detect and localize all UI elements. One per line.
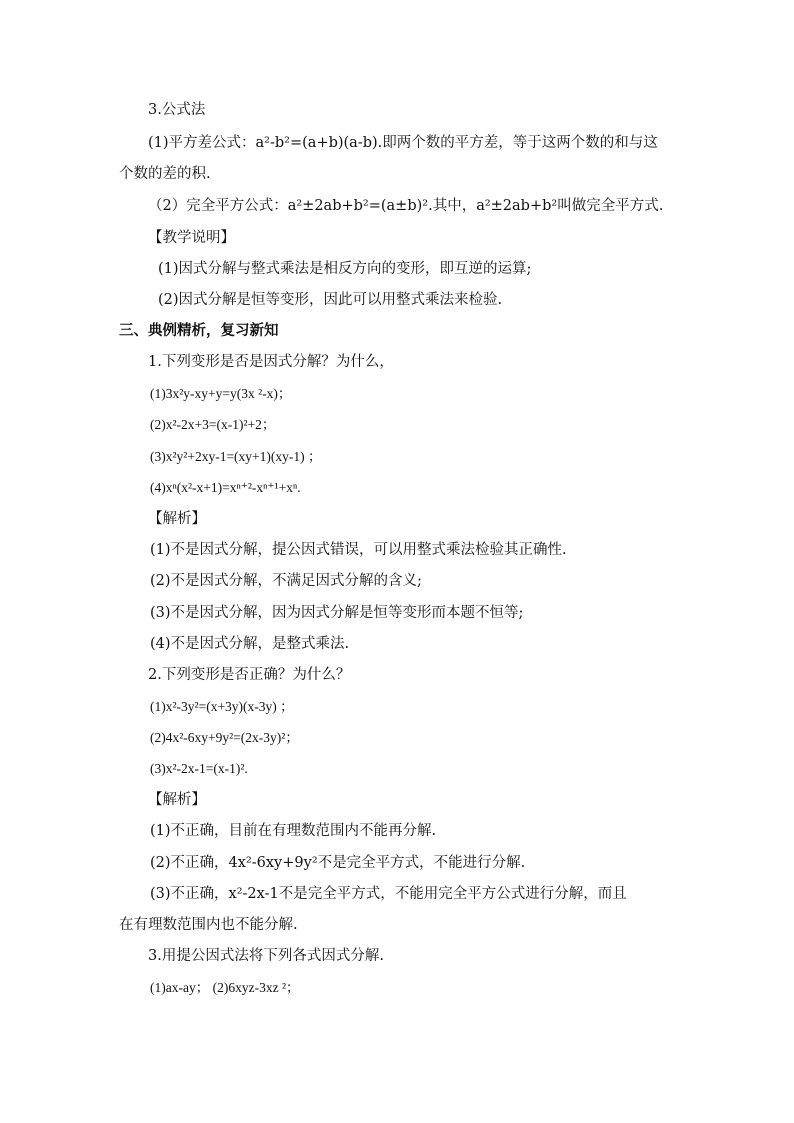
question-2-item-1: (1)x²-3y²=(x+3y)(x-3y) ； [150, 699, 294, 714]
question-1: 1.下列变形是否是因式分解？为什么， [148, 354, 394, 370]
analysis-2-item-1: (1)不正确，目前在有理数范围内不能再分解. [150, 823, 437, 839]
analysis-2-item-2: (2)不正确，4x²-6xy+9y²不是完全平方式，不能进行分解. [150, 855, 526, 871]
analysis-1-item-1: (1)不是因式分解，提公因式错误，可以用整式乘法检验其正确性. [150, 542, 567, 558]
question-2-item-2: (2)4x²-6xy+9y²=(2x-3y)²； [150, 730, 299, 745]
analysis-2-item-3-line-1: (3)不正确，x²-2x-1不是完全平方式，不能用完全平方公式进行分解，而且 [150, 886, 627, 902]
question-3: 3.用提公因式法将下列各式因式分解. [148, 948, 384, 964]
analysis-1-item-3: (3)不是因式分解，因为因式分解是恒等变形而本题不恒等; [150, 605, 524, 621]
difference-of-squares-line-1: (1)平方差公式：a²-b²=(a+b)(a-b).即两个数的平方差，等于这两个数的和与这 [148, 135, 658, 151]
analysis-heading-2: 【解析】 [148, 792, 206, 808]
analysis-2-item-3-line-2: 在有理数范围内也不能分解. [119, 917, 298, 933]
perfect-square-formula: （2）完全平方公式：a²±2ab+b²=(a±b)².其中，a²±2ab+b²叫做完全平方式. [148, 198, 664, 214]
question-1-item-1: (1)3x²y-xy+y=y(3x ²-x)； [150, 386, 292, 401]
analysis-1-item-4: (4)不是因式分解，是整式乘法. [150, 636, 350, 652]
teaching-note-1: (1)因式分解与整式乘法是相反方向的变形，即互逆的运算; [158, 261, 532, 277]
section-title-formula-method: 3.公式法 [148, 102, 206, 118]
question-2-item-3: (3)x²-2x-1=(x-1)². [150, 761, 248, 776]
question-3-items: (1)ax-ay； (2)6xyz-3xz ²； [150, 980, 300, 995]
question-2: 2.下列变形是否正确？为什么？ [148, 667, 351, 683]
question-1-item-3: (3)x²y²+2xy-1=(xy+1)(xy-1) ； [150, 449, 322, 464]
analysis-heading-1: 【解析】 [148, 511, 206, 527]
section-heading-examples: 三、典例精析，复习新知 [119, 322, 279, 339]
teaching-note-heading: 【教学说明】 [148, 230, 235, 246]
difference-of-squares-line-2: 个数的差的积. [119, 166, 211, 182]
question-1-item-4: (4)xⁿ(x²-x+1)=xⁿ⁺²-xⁿ⁺¹+xⁿ. [150, 480, 301, 495]
analysis-1-item-2: (2)不是因式分解，不满足因式分解的含义; [150, 573, 422, 589]
teaching-note-2: (2)因式分解是恒等变形，因此可以用整式乘法来检验. [158, 292, 503, 308]
question-1-item-2: (2)x²-2x+3=(x-1)²+2； [150, 417, 276, 432]
